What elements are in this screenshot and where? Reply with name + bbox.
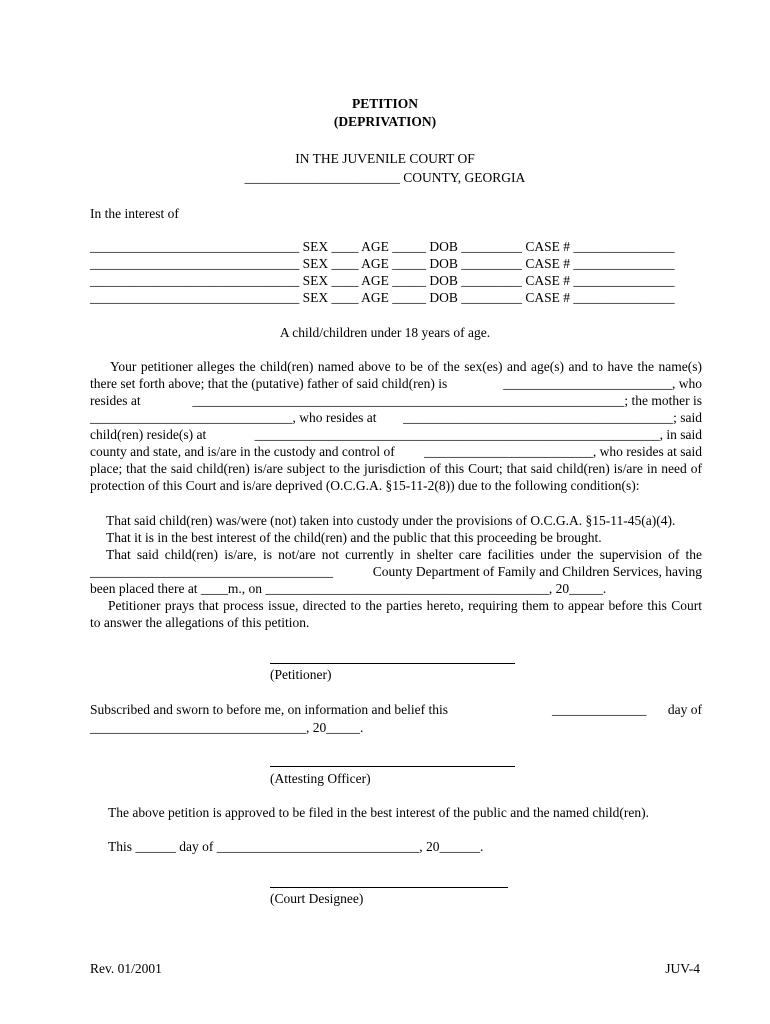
- body-text: county and state, and is/are in the custody and control of: [90, 444, 395, 459]
- condition-line: Petitioner prays that process issue, directed to the parties hereto, requiring them to appear before this Court: [108, 598, 702, 613]
- attesting-signature-line[interactable]: [270, 766, 515, 767]
- mother-field[interactable]: ______________________________, who resides at: [90, 410, 377, 425]
- condition-line: That said child(ren) was/were (not) taken into custody under the provisions of O.C.G.A. §15-11-45(a)(4).: [106, 513, 676, 528]
- father-address-field[interactable]: ________________________________________________________________; the mother is: [192, 393, 702, 408]
- mother-address-field[interactable]: ________________________________________; said: [403, 410, 702, 425]
- condition-text: County Department of Family and Children Services, having: [372, 564, 702, 579]
- placement-date-line[interactable]: been placed there at ____m., on __________________________________________, 20_____.: [90, 581, 607, 596]
- subscribed-text: day of: [667, 702, 702, 717]
- form-id: JUV-4: [665, 961, 700, 976]
- document-title: PETITION: [351, 96, 419, 111]
- child-residence-field[interactable]: ____________________________________________________________, in said: [254, 427, 702, 442]
- interest-label: In the interest of: [90, 206, 179, 221]
- father-field[interactable]: _________________________, who: [503, 376, 702, 391]
- condition-line: to answer the allegations of this petition.: [90, 615, 310, 630]
- condition-line: That said child(ren) is/are, is not/are not currently in shelter care facilities under the supervision of the: [106, 547, 702, 562]
- petitioner-label: (Petitioner): [270, 667, 332, 682]
- subscribed-date-field[interactable]: ________________________________, 20_____.: [90, 720, 364, 735]
- approval-statement: The above petition is approved to be filed in the best interest of the public and the named child(ren).: [108, 805, 649, 820]
- county-line: _______________________ COUNTY, GEORGIA: [244, 170, 526, 185]
- body-line: Your petitioner alleges the child(ren) named above to be of the sex(es) and age(s) and to have the name(s): [110, 359, 702, 374]
- court-designee-label: (Court Designee): [270, 891, 364, 906]
- court-name: IN THE JUVENILE COURT OF: [295, 151, 475, 166]
- body-line: protection of this Court and is/are deprived (O.C.G.A. §15-11-2(8)) due to the following condition(s):: [90, 478, 640, 493]
- day-field[interactable]: ______________: [552, 702, 647, 717]
- revision-label: Rev. 01/2001: [90, 961, 162, 976]
- petitioner-signature-line[interactable]: [270, 663, 515, 664]
- county-field[interactable]: ____________________________________: [90, 564, 333, 579]
- child-row[interactable]: _______________________________ SEX ____ AGE _____ DOB _________ CASE # _______________: [90, 290, 675, 305]
- custodian-field[interactable]: _________________________, who resides at said: [424, 444, 702, 459]
- child-row[interactable]: _______________________________ SEX ____ AGE _____ DOB _________ CASE # _______________: [90, 273, 675, 288]
- body-text: there set forth above; that the (putative) father of said child(ren) is: [90, 376, 448, 391]
- age-note: A child/children under 18 years of age.: [279, 325, 491, 340]
- body-text: child(ren) reside(s) at: [90, 427, 207, 442]
- designee-signature-line[interactable]: [270, 887, 508, 888]
- child-row[interactable]: _______________________________ SEX ____ AGE _____ DOB _________ CASE # _______________: [90, 239, 675, 254]
- condition-line: That it is in the best interest of the child(ren) and the public that this proceeding be brought.: [106, 530, 602, 545]
- body-line: place; that the said child(ren) is/are subject to the jurisdiction of this Court; that said child(ren) is/are in need of: [90, 461, 702, 476]
- approval-date-line[interactable]: This ______ day of ______________________________, 20______.: [108, 839, 484, 854]
- body-text: resides at: [90, 393, 141, 408]
- attesting-officer-label: (Attesting Officer): [270, 771, 371, 786]
- child-row[interactable]: _______________________________ SEX ____ AGE _____ DOB _________ CASE # _______________: [90, 256, 675, 271]
- subscribed-text: Subscribed and sworn to before me, on information and belief this: [90, 702, 449, 717]
- document-subtitle: (DEPRIVATION): [333, 114, 437, 129]
